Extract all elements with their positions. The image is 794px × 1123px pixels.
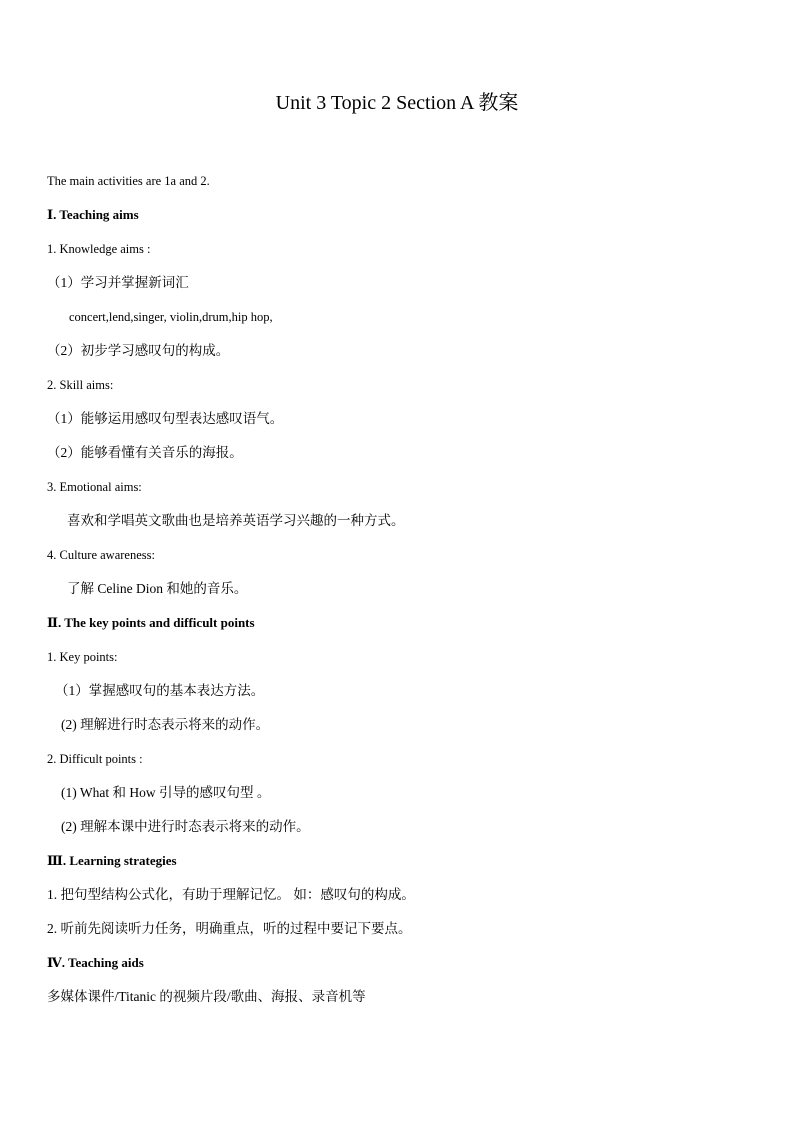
document-title: Unit 3 Topic 2 Section A 教案 xyxy=(275,92,519,114)
key-point-item-1: （1）掌握感叹句的基本表达方法。 xyxy=(55,683,265,698)
difficult-point-item-1: (1) What 和 How 引导的感叹句型 。 xyxy=(61,785,271,800)
vocabulary-list: concert,lend,singer, violin,drum,hip hop, xyxy=(69,310,273,324)
skill-aim-item-1: （1）能够运用感叹句型表达感叹语气。 xyxy=(47,411,284,426)
key-point-item-2: (2) 理解进行时态表示将来的动作。 xyxy=(61,717,270,732)
intro-line: The main activities are 1a and 2. xyxy=(47,174,210,188)
knowledge-aim-item-1: （1）学习并掌握新词汇 xyxy=(47,275,189,290)
knowledge-aims-heading: 1. Knowledge aims : xyxy=(47,242,151,256)
key-points-heading: 1. Key points: xyxy=(47,650,118,664)
skill-aims-heading: 2. Skill aims: xyxy=(47,378,114,392)
section-heading-teaching-aids: Ⅳ. Teaching aids xyxy=(47,955,144,970)
skill-aim-item-2: （2）能够看懂有关音乐的海报。 xyxy=(47,445,243,460)
emotional-aims-heading: 3. Emotional aims: xyxy=(47,480,142,494)
section-heading-key-points: Ⅱ. The key points and difficult points xyxy=(47,615,255,630)
culture-awareness-text: 了解 Celine Dion 和她的音乐。 xyxy=(67,581,248,596)
document-body xyxy=(47,172,747,1022)
emotional-aim-text: 喜欢和学唱英文歌曲也是培养英语学习兴趣的一种方式。 xyxy=(67,513,405,528)
difficult-points-heading: 2. Difficult points : xyxy=(47,752,143,766)
culture-awareness-heading: 4. Culture awareness: xyxy=(47,548,155,562)
difficult-point-item-2: (2) 理解本课中进行时态表示将来的动作。 xyxy=(61,819,310,834)
section-heading-teaching-aims: Ⅰ. Teaching aims xyxy=(47,207,139,222)
knowledge-aim-item-2: （2）初步学习感叹句的构成。 xyxy=(47,343,230,358)
learning-strategy-item-2: 2. 听前先阅读听力任务，明确重点，听的过程中要记下要点。 xyxy=(47,921,412,936)
learning-strategy-item-1: 1. 把句型结构公式化，有助于理解记忆。 如：感叹句的构成。 xyxy=(47,887,415,902)
teaching-aids-text: 多媒体课件/Titanic 的视频片段/歌曲、海报、录音机等 xyxy=(47,989,366,1004)
section-heading-learning-strategies: Ⅲ. Learning strategies xyxy=(47,853,177,868)
